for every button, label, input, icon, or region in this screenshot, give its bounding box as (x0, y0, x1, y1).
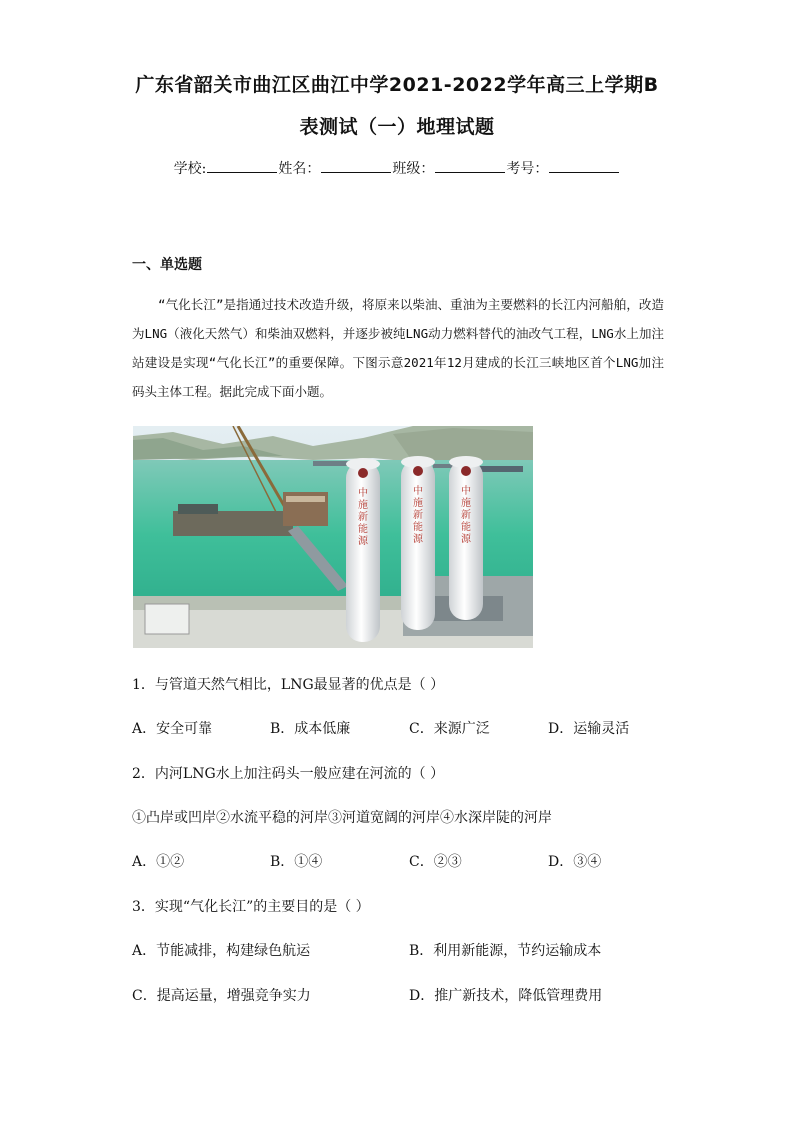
q2-option-a[interactable]: A．①② (132, 854, 185, 870)
q2-option-d[interactable]: D．③④ (548, 854, 602, 870)
q1-option-c[interactable]: C．来源广泛 (409, 721, 490, 737)
q3-option-c[interactable]: C．提高运量，增强竞争实力 (132, 988, 311, 1004)
q3-option-a[interactable]: A．节能减排，构建绿色航运 (132, 943, 311, 959)
q2-option-c[interactable]: C．②③ (409, 854, 462, 870)
q3-option-b[interactable]: B．利用新能源，节约运输成本 (409, 943, 602, 959)
id-label: 考号： (506, 161, 549, 177)
question-2-stem: 2．内河LNG水上加注码头一般应建在河流的（ ） (132, 766, 445, 782)
question-1-stem: 1．与管道天然气相比，LNG最显著的优点是（ ） (132, 677, 445, 693)
q2-option-b[interactable]: B．①④ (270, 854, 323, 870)
student-info-row (0, 158, 794, 178)
lng-terminal-photo (133, 426, 533, 648)
school-label: 学校: (173, 161, 207, 177)
intro-text: “气化长江”是指通过技术改造升级，将原来以柴油、重油为主要燃料的长江内河船舶，改造为LNG（液化天然气）和柴油双燃料，并逐步被纯LNG动力燃料替代的油改气工程，LNG水上加注站建设是实现“气化长江”的重要保障。下图示意2021年12月建成的长江三峡地区首个LNG加注码头主体工程。据此完成下面小题。 (132, 297, 664, 399)
q1-option-a[interactable]: A．安全可靠 (132, 721, 213, 737)
intro-paragraph (132, 290, 664, 406)
name-blank[interactable] (321, 158, 391, 173)
tank2-label: 中施新能源 (413, 486, 423, 545)
class-blank[interactable] (435, 158, 505, 173)
name-label: 姓名： (278, 161, 321, 177)
id-blank[interactable] (549, 158, 619, 173)
question-2-choices-list: ①凸岸或凹岸②水流平稳的河岸③河道宽阔的河岸④水深岸陡的河岸 (132, 810, 552, 826)
q1-option-d[interactable]: D．运输灵活 (548, 721, 630, 737)
section-title: 一、单选题 (132, 257, 202, 273)
tank1-label: 中施新能源 (358, 488, 368, 547)
tank3-label: 中施新能源 (461, 486, 471, 545)
exam-title-line1: 广东省韶关市曲江区曲江中学2021-2022学年高三上学期B (135, 74, 659, 96)
photo-illustration (133, 426, 533, 648)
question-3-stem: 3．实现“气化长江”的主要目的是（ ） (132, 899, 370, 915)
q1-option-b[interactable]: B．成本低廉 (270, 721, 351, 737)
class-label: 班级： (392, 161, 435, 177)
exam-title-line2: 表测试（一）地理试题 (299, 116, 495, 138)
q3-option-d[interactable]: D．推广新技术，降低管理费用 (409, 988, 603, 1004)
school-blank[interactable] (207, 158, 277, 173)
